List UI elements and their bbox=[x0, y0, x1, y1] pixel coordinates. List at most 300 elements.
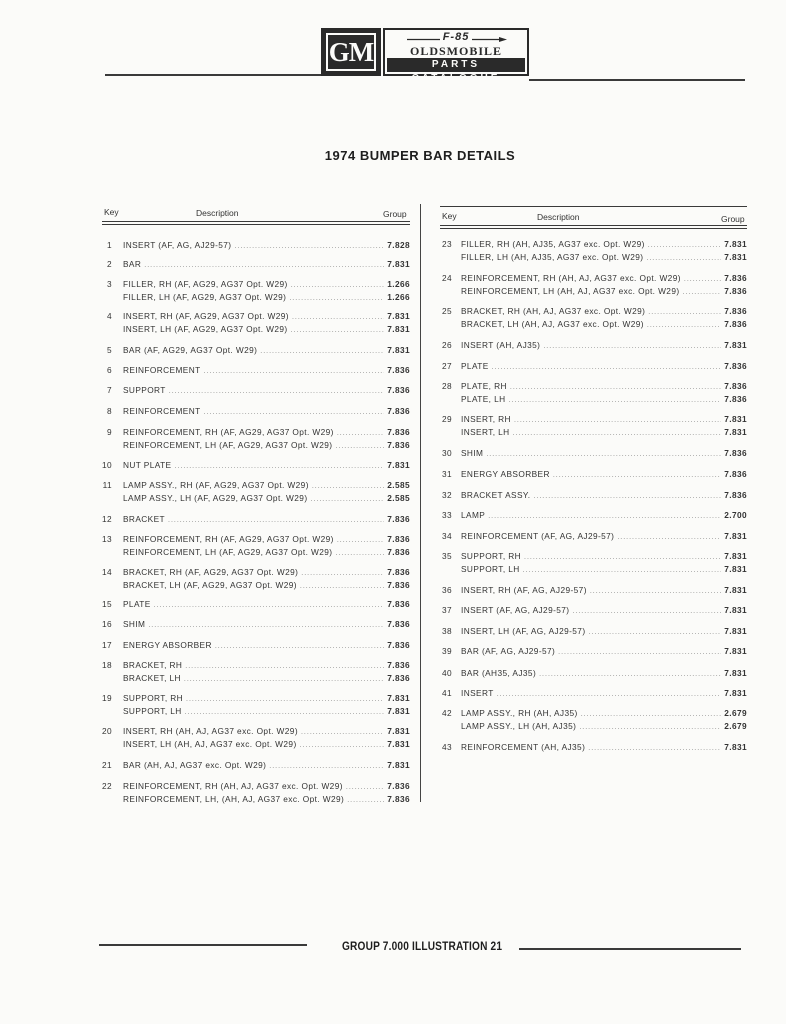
dot-leader bbox=[301, 729, 384, 736]
item-key: 37 bbox=[441, 605, 452, 615]
item-group: 7.836 bbox=[387, 439, 410, 450]
item-key: 29 bbox=[441, 414, 452, 424]
item-description: INSERT bbox=[461, 688, 494, 698]
item-line bbox=[461, 531, 747, 541]
item-key: 39 bbox=[441, 646, 452, 656]
item-line bbox=[461, 510, 747, 520]
item-line bbox=[123, 739, 410, 749]
dot-leader bbox=[588, 629, 721, 636]
item-line bbox=[123, 534, 410, 544]
item-group: 7.831 bbox=[724, 551, 747, 561]
item-group: 2.585 bbox=[387, 480, 410, 490]
item-key: 1 bbox=[106, 240, 112, 250]
item-key: 18 bbox=[101, 660, 112, 670]
item-key: 16 bbox=[101, 619, 112, 629]
item-key: 23 bbox=[441, 239, 452, 249]
dot-leader bbox=[337, 537, 384, 544]
item-group: 7.831 bbox=[724, 531, 747, 541]
item-group: 7.836 bbox=[387, 781, 410, 791]
dot-leader bbox=[572, 608, 721, 615]
item-description: INSERT (AF, AG, AJ29-57) bbox=[123, 240, 232, 250]
item-group: 7.836 bbox=[387, 365, 410, 375]
item-description: REINFORCEMENT, LH (AF, AG29, AG37 Opt. W29) bbox=[123, 546, 333, 557]
item-group: 7.836 bbox=[387, 385, 410, 395]
dot-leader bbox=[347, 797, 384, 804]
left-parts-list bbox=[100, 0, 410, 1024]
item-group: 7.836 bbox=[724, 318, 747, 329]
item-key: 43 bbox=[441, 742, 452, 752]
right-parts-list bbox=[436, 0, 747, 1024]
item-description: INSERT (AH, AJ35) bbox=[461, 340, 541, 350]
item-group: 7.836 bbox=[724, 381, 747, 391]
dot-leader bbox=[579, 724, 721, 731]
item-group: 7.831 bbox=[387, 738, 410, 749]
dot-leader bbox=[269, 763, 384, 770]
item-key: 35 bbox=[441, 551, 452, 561]
item-description: NUT PLATE bbox=[123, 460, 172, 470]
item-line bbox=[461, 273, 747, 283]
item-description: INSERT, LH bbox=[461, 426, 510, 437]
catalogue-label: PARTS CATALOGUE bbox=[387, 58, 525, 72]
item-description: PLATE, LH bbox=[461, 393, 506, 404]
item-description: ENERGY ABSORBER bbox=[123, 640, 212, 650]
item-group: 7.836 bbox=[387, 660, 410, 670]
footer-rule-left bbox=[99, 944, 307, 946]
item-line bbox=[461, 626, 747, 636]
item-key: 42 bbox=[441, 708, 452, 718]
item-group: 7.836 bbox=[724, 273, 747, 283]
item-group: 1.266 bbox=[387, 279, 410, 289]
item-key: 20 bbox=[101, 726, 112, 736]
item-group: 7.831 bbox=[724, 646, 747, 656]
dot-leader bbox=[184, 676, 384, 683]
item-group: 7.836 bbox=[724, 306, 747, 316]
item-line bbox=[461, 646, 747, 656]
dot-leader bbox=[154, 602, 385, 609]
dot-leader bbox=[186, 696, 384, 703]
item-description: REINFORCEMENT bbox=[123, 406, 201, 416]
dot-leader bbox=[174, 463, 384, 470]
right-header-key: Key bbox=[442, 211, 457, 221]
item-description: REINFORCEMENT (AF, AG, AJ29-57) bbox=[461, 531, 615, 541]
item-line bbox=[123, 693, 410, 703]
item-key: 25 bbox=[441, 306, 452, 316]
item-description: PLATE bbox=[461, 361, 489, 371]
item-key: 26 bbox=[441, 340, 452, 350]
item-key: 40 bbox=[441, 668, 452, 678]
item-key: 27 bbox=[441, 361, 452, 371]
dot-leader bbox=[289, 295, 384, 302]
item-description: REINFORCEMENT (AH, AJ35) bbox=[461, 742, 586, 752]
item-group: 7.836 bbox=[387, 546, 410, 557]
item-group: 7.831 bbox=[387, 259, 410, 269]
item-key: 4 bbox=[106, 311, 112, 321]
item-key: 2 bbox=[106, 259, 112, 269]
item-description: SUPPORT bbox=[123, 385, 166, 395]
item-description: INSERT (AF, AG, AJ29-57) bbox=[461, 605, 570, 615]
dot-leader bbox=[291, 327, 385, 334]
item-key: 14 bbox=[101, 567, 112, 577]
dot-leader bbox=[310, 496, 384, 503]
item-group: 7.831 bbox=[724, 688, 747, 698]
item-key: 11 bbox=[102, 480, 112, 490]
item-line bbox=[123, 673, 410, 683]
dot-leader bbox=[553, 472, 721, 479]
item-line bbox=[461, 742, 747, 752]
item-group: 7.831 bbox=[724, 251, 747, 262]
item-description: SHIM bbox=[123, 619, 146, 629]
item-line bbox=[461, 585, 747, 595]
dot-leader bbox=[301, 570, 384, 577]
dot-leader bbox=[204, 368, 385, 375]
item-description: REINFORCEMENT bbox=[123, 365, 201, 375]
item-group: 7.831 bbox=[387, 726, 410, 736]
dot-leader bbox=[513, 430, 722, 437]
item-line bbox=[123, 385, 410, 395]
item-key: 10 bbox=[101, 460, 112, 470]
item-group: 7.831 bbox=[724, 239, 747, 249]
dot-leader bbox=[648, 309, 721, 316]
item-key: 5 bbox=[106, 345, 112, 355]
dot-leader bbox=[543, 343, 721, 350]
item-line bbox=[461, 340, 747, 350]
item-description: BRACKET ASSY. bbox=[461, 490, 531, 500]
dot-leader bbox=[486, 451, 721, 458]
item-group: 7.831 bbox=[387, 323, 410, 334]
item-line bbox=[461, 381, 747, 391]
item-group: 7.836 bbox=[724, 469, 747, 479]
item-description: BRACKET, RH bbox=[123, 660, 183, 670]
dot-leader bbox=[509, 397, 722, 404]
item-key: 33 bbox=[441, 510, 452, 520]
item-key: 32 bbox=[441, 490, 452, 500]
item-line bbox=[461, 361, 747, 371]
item-description: REINFORCEMENT, RH (AH, AJ, AG37 exc. Opt. W29) bbox=[461, 273, 681, 283]
item-group: 7.831 bbox=[387, 460, 410, 470]
item-key: 31 bbox=[441, 469, 452, 479]
item-line bbox=[461, 319, 747, 329]
item-line bbox=[461, 708, 747, 718]
dot-leader bbox=[346, 784, 384, 791]
item-group: 7.831 bbox=[387, 705, 410, 716]
item-line bbox=[123, 279, 410, 289]
item-group: 7.831 bbox=[724, 340, 747, 350]
item-description: FILLER, RH (AH, AJ35, AG37 exc. Opt. W29) bbox=[461, 239, 645, 249]
item-line bbox=[123, 781, 410, 791]
item-line bbox=[461, 668, 747, 678]
dot-leader bbox=[497, 691, 722, 698]
dot-leader bbox=[168, 517, 384, 524]
item-group: 2.585 bbox=[387, 492, 410, 503]
dot-leader bbox=[617, 534, 721, 541]
item-group: 7.836 bbox=[387, 599, 410, 609]
item-description: BRACKET, LH (AH, AJ, AG37 exc. Opt. W29) bbox=[461, 318, 644, 329]
item-key: 19 bbox=[101, 693, 112, 703]
item-line bbox=[461, 394, 747, 404]
item-line bbox=[123, 259, 410, 269]
item-group: 7.831 bbox=[387, 311, 410, 321]
item-line bbox=[461, 605, 747, 615]
dot-leader bbox=[684, 276, 721, 283]
item-description: FILLER, LH (AH, AJ35, AG37 exc. Opt. W29) bbox=[461, 251, 644, 262]
dot-leader bbox=[337, 430, 384, 437]
column-separator bbox=[420, 204, 421, 802]
item-description: INSERT, RH (AF, AG29, AG37 Opt. W29) bbox=[123, 311, 289, 321]
item-group: 7.836 bbox=[387, 406, 410, 416]
item-line bbox=[461, 239, 747, 249]
item-group: 7.831 bbox=[387, 693, 410, 703]
item-line bbox=[123, 440, 410, 450]
gm-logo-text: GM bbox=[326, 33, 376, 71]
item-group: 7.831 bbox=[724, 668, 747, 678]
item-line bbox=[461, 252, 747, 262]
item-group: 7.831 bbox=[387, 345, 410, 355]
dot-leader bbox=[335, 443, 384, 450]
dot-leader bbox=[523, 567, 722, 574]
item-group: 7.836 bbox=[387, 534, 410, 544]
item-line bbox=[123, 427, 410, 437]
item-line bbox=[123, 760, 410, 770]
item-line bbox=[461, 564, 747, 574]
item-group: 7.836 bbox=[724, 393, 747, 404]
item-description: REINFORCEMENT, RH (AF, AG29, AG37 Opt. W29) bbox=[123, 534, 334, 544]
item-description: BAR (AH, AJ, AG37 exc. Opt. W29) bbox=[123, 760, 267, 770]
item-description: BAR (AF, AG29, AG37 Opt. W29) bbox=[123, 345, 258, 355]
footer-label: GROUP 7.000 ILLUSTRATION 21 bbox=[342, 941, 503, 953]
item-line bbox=[461, 721, 747, 731]
item-key: 13 bbox=[101, 534, 112, 544]
item-key: 41 bbox=[441, 688, 452, 698]
item-description: BAR bbox=[123, 259, 142, 269]
dot-leader bbox=[185, 663, 384, 670]
brand-name: OLDSMOBILE bbox=[409, 44, 503, 58]
item-key: 6 bbox=[106, 365, 112, 375]
item-description: BRACKET, RH (AH, AJ, AG37 exc. Opt. W29) bbox=[461, 306, 646, 316]
page-title: 1974 BUMPER BAR DETAILS bbox=[324, 148, 516, 163]
item-group: 2.679 bbox=[724, 720, 747, 731]
item-line bbox=[123, 240, 410, 250]
dot-leader bbox=[581, 711, 722, 718]
dot-leader bbox=[335, 550, 384, 557]
item-group: 2.679 bbox=[724, 708, 747, 718]
dot-leader bbox=[488, 513, 721, 520]
item-description: SUPPORT, LH bbox=[123, 705, 182, 716]
item-key: 8 bbox=[106, 406, 112, 416]
item-description: LAMP ASSY., RH (AH, AJ35) bbox=[461, 708, 578, 718]
item-description: FILLER, RH (AF, AG29, AG37 Opt. W29) bbox=[123, 279, 288, 289]
dot-leader bbox=[683, 289, 722, 296]
dot-leader bbox=[169, 388, 384, 395]
dot-leader bbox=[291, 282, 385, 289]
item-line bbox=[123, 493, 410, 503]
item-line bbox=[123, 324, 410, 334]
dot-leader bbox=[260, 348, 384, 355]
item-group: 2.700 bbox=[724, 510, 747, 520]
item-key: 9 bbox=[106, 427, 112, 437]
item-key: 36 bbox=[441, 585, 452, 595]
dot-leader bbox=[204, 409, 385, 416]
item-key: 38 bbox=[441, 626, 452, 636]
item-description: SUPPORT, RH bbox=[461, 551, 522, 561]
right-header-group: Group bbox=[721, 214, 745, 224]
item-group: 7.831 bbox=[724, 563, 747, 574]
item-description: SUPPORT, LH bbox=[461, 563, 520, 574]
item-line bbox=[461, 448, 747, 458]
item-line bbox=[461, 286, 747, 296]
item-description: INSERT, RH (AH, AJ, AG37 exc. Opt. W29) bbox=[123, 726, 298, 736]
item-line bbox=[123, 580, 410, 590]
left-header-group: Group bbox=[383, 209, 407, 219]
item-line bbox=[461, 306, 747, 316]
item-line bbox=[461, 551, 747, 561]
item-group: 1.266 bbox=[387, 291, 410, 302]
item-description: INSERT, RH (AF, AG, AJ29-57) bbox=[461, 585, 587, 595]
item-group: 7.831 bbox=[387, 760, 410, 770]
item-line bbox=[461, 490, 747, 500]
dot-leader bbox=[312, 483, 384, 490]
item-line bbox=[123, 640, 410, 650]
dot-leader bbox=[185, 709, 385, 716]
item-line bbox=[123, 365, 410, 375]
item-description: BAR (AF, AG, AJ29-57) bbox=[461, 646, 556, 656]
item-description: REINFORCEMENT, LH (AF, AG29, AG37 Opt. W29) bbox=[123, 439, 333, 450]
item-line bbox=[123, 660, 410, 670]
item-group: 7.836 bbox=[724, 285, 747, 296]
dot-leader bbox=[558, 649, 721, 656]
item-description: LAMP ASSY., RH (AF, AG29, AG37 Opt. W29) bbox=[123, 480, 309, 490]
item-group: 7.831 bbox=[724, 626, 747, 636]
item-description: LAMP bbox=[461, 510, 486, 520]
item-line bbox=[123, 547, 410, 557]
dot-leader bbox=[215, 643, 384, 650]
item-description: BRACKET bbox=[123, 514, 165, 524]
item-key: 30 bbox=[441, 448, 452, 458]
dot-leader bbox=[533, 493, 721, 500]
item-description: PLATE bbox=[123, 599, 151, 609]
dot-leader bbox=[510, 384, 721, 391]
dot-leader bbox=[292, 314, 384, 321]
item-group: 7.831 bbox=[724, 585, 747, 595]
item-line bbox=[461, 414, 747, 424]
item-group: 7.836 bbox=[387, 514, 410, 524]
item-group: 7.836 bbox=[387, 793, 410, 804]
dot-leader bbox=[524, 554, 721, 561]
item-description: INSERT, LH (AF, AG, AJ29-57) bbox=[461, 626, 586, 636]
item-line bbox=[461, 688, 747, 698]
item-group: 7.836 bbox=[724, 448, 747, 458]
item-key: 21 bbox=[101, 760, 112, 770]
item-group: 7.836 bbox=[387, 579, 410, 590]
dot-leader bbox=[590, 588, 721, 595]
item-line bbox=[123, 567, 410, 577]
item-description: REINFORCEMENT, LH (AH, AJ, AG37 exc. Opt. W29) bbox=[461, 285, 680, 296]
item-line bbox=[123, 619, 410, 629]
item-group: 7.836 bbox=[387, 567, 410, 577]
item-description: SUPPORT, RH bbox=[123, 693, 184, 703]
item-group: 7.836 bbox=[387, 640, 410, 650]
item-key: 22 bbox=[101, 781, 112, 791]
dot-leader bbox=[648, 242, 721, 249]
item-description: INSERT, LH (AF, AG29, AG37 Opt. W29) bbox=[123, 323, 288, 334]
item-description: LAMP ASSY., LH (AF, AG29, AG37 Opt. W29) bbox=[123, 492, 308, 503]
dot-leader bbox=[234, 243, 384, 250]
dot-leader bbox=[144, 262, 384, 269]
item-key: 7 bbox=[106, 385, 112, 395]
item-group: 7.836 bbox=[724, 361, 747, 371]
item-line bbox=[461, 427, 747, 437]
dot-leader bbox=[646, 255, 721, 262]
item-group: 7.836 bbox=[724, 490, 747, 500]
item-group: 7.831 bbox=[724, 426, 747, 437]
dot-leader bbox=[588, 745, 721, 752]
item-group: 7.836 bbox=[387, 672, 410, 683]
item-line bbox=[123, 480, 410, 490]
item-description: BRACKET, LH bbox=[123, 672, 181, 683]
dot-leader bbox=[647, 322, 721, 329]
item-description: PLATE, RH bbox=[461, 381, 507, 391]
left-header-key: Key bbox=[104, 207, 119, 217]
item-key: 15 bbox=[101, 599, 112, 609]
item-group: 7.831 bbox=[724, 605, 747, 615]
dot-leader bbox=[539, 671, 721, 678]
item-description: LAMP ASSY., LH (AH, AJ35) bbox=[461, 720, 577, 731]
item-description: REINFORCEMENT, LH, (AH, AJ, AG37 exc. Opt. W29) bbox=[123, 793, 345, 804]
item-key: 12 bbox=[101, 514, 112, 524]
item-key: 28 bbox=[441, 381, 452, 391]
item-group: 7.831 bbox=[724, 414, 747, 424]
item-line bbox=[123, 514, 410, 524]
right-header-description: Description bbox=[537, 212, 580, 222]
item-line bbox=[123, 726, 410, 736]
item-description: ENERGY ABSORBER bbox=[461, 469, 550, 479]
item-line bbox=[123, 706, 410, 716]
dot-leader bbox=[300, 583, 384, 590]
item-line bbox=[123, 599, 410, 609]
dot-leader bbox=[492, 364, 722, 371]
item-description: REINFORCEMENT, RH (AH, AJ, AG37 exc. Opt. W29) bbox=[123, 781, 343, 791]
item-key: 17 bbox=[101, 640, 112, 650]
item-line bbox=[123, 311, 410, 321]
item-description: SHIM bbox=[461, 448, 484, 458]
item-key: 34 bbox=[441, 531, 452, 541]
item-line bbox=[123, 406, 410, 416]
item-description: REINFORCEMENT, RH (AF, AG29, AG37 Opt. W29) bbox=[123, 427, 334, 437]
item-line bbox=[461, 469, 747, 479]
item-group: 7.836 bbox=[387, 619, 410, 629]
model-badge-text: F-85 bbox=[440, 31, 473, 43]
dot-leader bbox=[514, 417, 721, 424]
item-group: 7.828 bbox=[387, 240, 410, 250]
item-line bbox=[123, 345, 410, 355]
item-description: BRACKET, LH (AF, AG29, AG37 Opt. W29) bbox=[123, 579, 297, 590]
item-description: BRACKET, RH (AF, AG29, AG37 Opt. W29) bbox=[123, 567, 299, 577]
item-group: 7.836 bbox=[387, 427, 410, 437]
item-key: 24 bbox=[441, 273, 452, 283]
left-header-description: Description bbox=[196, 208, 239, 218]
item-line bbox=[123, 460, 410, 470]
dot-leader bbox=[300, 742, 385, 749]
item-key: 3 bbox=[106, 279, 112, 289]
footer-rule-right bbox=[519, 948, 741, 950]
item-line bbox=[123, 292, 410, 302]
item-description: BAR (AH35, AJ35) bbox=[461, 668, 537, 678]
item-group: 7.831 bbox=[724, 742, 747, 752]
item-line bbox=[123, 794, 410, 804]
item-description: FILLER, LH (AF, AG29, AG37 Opt. W29) bbox=[123, 291, 287, 302]
dot-leader bbox=[148, 622, 384, 629]
item-description: INSERT, LH (AH, AJ, AG37 exc. Opt. W29) bbox=[123, 738, 297, 749]
item-description: INSERT, RH bbox=[461, 414, 511, 424]
